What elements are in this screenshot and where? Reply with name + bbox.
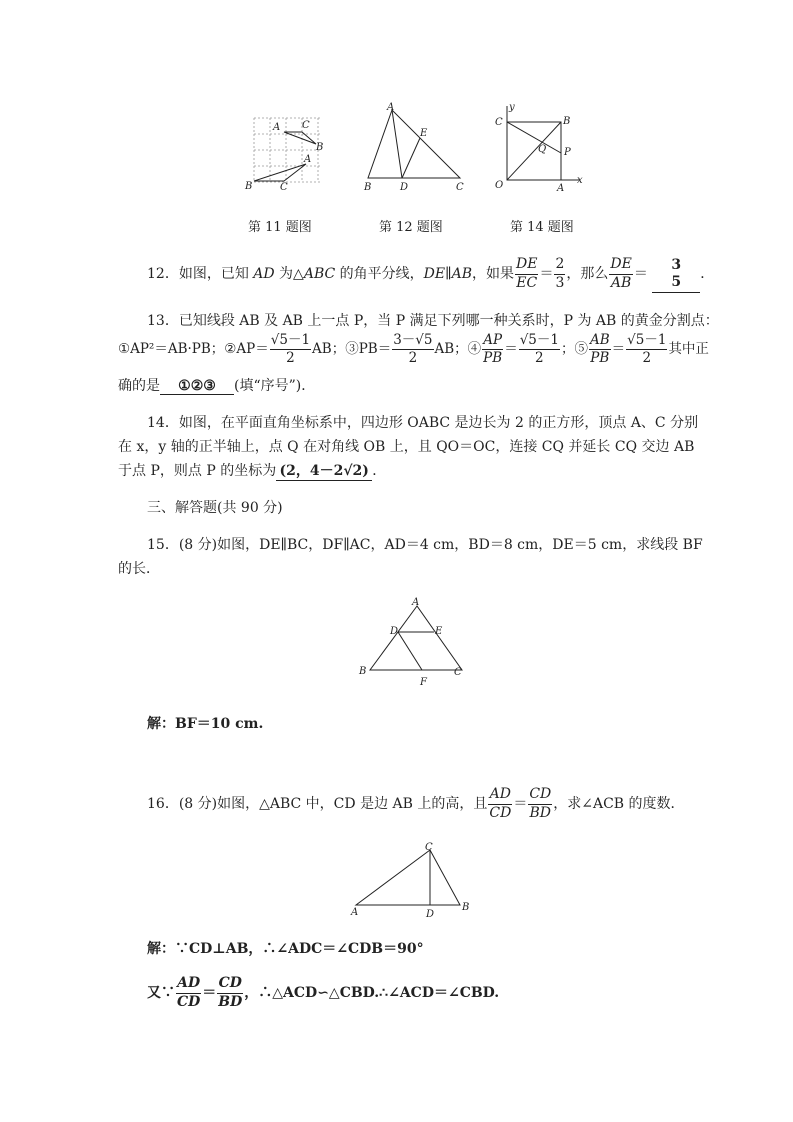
q15-line1: 15．(8 分)如图，DE∥BC，DF∥AC，AD＝4 cm，BD＝8 cm，DE＝5 cm，求线段 BF [147, 537, 703, 553]
q16-sol-f1-num: AD [176, 975, 201, 994]
q13-frac-ab-pb [589, 332, 611, 367]
q13-frac4-den: PB [483, 349, 503, 366]
caption-fig14: 第 14 题图 [510, 220, 574, 235]
q13-eq-b: ＝ [611, 340, 626, 357]
q16-post: ，求∠ACB 的度数． [553, 796, 685, 812]
q12-eq1: ＝ [539, 266, 554, 282]
q12-t2: 为△ [274, 266, 304, 282]
q13-frac4v-den: 2 [535, 349, 544, 366]
caption-fig12: 第 12 题图 [379, 220, 443, 235]
q14-line1: 14．如图，在平面直角坐标系中，四边形 OABC 是边长为 2 的正方形，顶点 A、C 分别 [147, 415, 699, 431]
q14-line3-prefix: 于点 P，则点 P 的坐标为 [118, 463, 277, 479]
q13-line1: 13．已知线段 AB 及 AB 上一点 P，当 P 满足下列哪一种关系时，P 为 AB 的黄金分割点： [147, 313, 719, 329]
q12-t5: DE [423, 266, 446, 282]
fig16-label-d: D [426, 909, 435, 920]
fig14-label-y: y [509, 102, 515, 113]
q16-sol-frac-1 [176, 975, 201, 1011]
fig15-label-c: C [454, 667, 462, 678]
question-12 [147, 256, 714, 293]
q13-line3-suffix: (填“序号”)． [234, 378, 316, 394]
q13-frac2-num: 3－√5 [393, 332, 433, 348]
fig12-label-b: B [364, 182, 372, 193]
q13-frac-1 [270, 332, 311, 367]
q16-f1-num: AD [488, 786, 512, 805]
q13-frac4v-num: √5－1 [519, 332, 559, 348]
q16-frac-ad-cd [488, 786, 512, 822]
q12-f3-den: AB [610, 274, 632, 291]
figure-12 [360, 102, 475, 194]
q12-f3-num: DE [609, 256, 632, 275]
q12-f2-den: 3 [555, 274, 565, 291]
fig11-label-a: A [304, 154, 312, 165]
q14-line3-suffix: ． [372, 463, 387, 479]
q15-line2: 的长． [118, 561, 160, 577]
q13-line3 [118, 375, 315, 395]
q13-frac1-den: 2 [286, 349, 295, 366]
section-heading-3: 三、解答题(共 90 分) [147, 500, 283, 516]
fig16-label-a: A [351, 907, 359, 918]
q16-sol-eq: ＝ [202, 985, 217, 1001]
question-16 [147, 786, 685, 822]
q13-opt5: ；⑤ [560, 340, 588, 357]
q12-answer-den: 5 [671, 274, 682, 290]
q16-eq: ＝ [513, 796, 528, 812]
q16-f1-den: CD [489, 804, 512, 821]
q12-t3: ABC [303, 266, 336, 282]
fig11-label-a1: A [273, 122, 281, 133]
q16-sol-f1-den: CD [177, 993, 201, 1010]
q13-frac-2 [392, 332, 433, 367]
q16-prefix: 16．(8 分)如图，△ABC 中，CD 是边 AB 上的高，且 [147, 796, 488, 812]
fig11-label-c: C [280, 182, 288, 192]
q13-opt1: ①AP²＝AB·PB；②AP＝ [118, 340, 269, 357]
q14-answer: (2，4－2√2) [276, 460, 372, 481]
fig15-label-f: F [420, 677, 427, 688]
q16-solution-line2 [147, 975, 499, 1011]
q12-f1-den: EC [516, 274, 538, 291]
figure-14 [487, 100, 587, 195]
q13-frac-5v [626, 332, 667, 367]
q12-answer [670, 257, 682, 292]
q12-end: ． [700, 266, 715, 282]
q13-frac5v-num: √5－1 [627, 332, 667, 348]
q13-frac5v-den: 2 [642, 349, 652, 366]
q16-sol-frac-2 [217, 975, 243, 1011]
fig11-label-b: B [245, 181, 253, 192]
q12-t6: ∥ [445, 266, 452, 282]
fig14-label-a: A [557, 183, 565, 194]
fig11-label-b1: B [316, 142, 324, 153]
fig12-label-a: A [387, 102, 395, 113]
fig16-label-b: B [462, 902, 470, 913]
q13-answer: ①②③ [160, 378, 234, 395]
q16-sol2-prefix: 又∵ [147, 985, 175, 1001]
fig14-label-q: Q [538, 144, 547, 155]
q13-frac2-den: 2 [408, 349, 418, 366]
q13-frac-ap-pb [482, 332, 503, 367]
q14-line2: 在 x，y 轴的正半轴上，点 Q 在对角线 OB 上，且 QO＝OC，连接 CQ 并延长 CQ 交边 AB [118, 439, 695, 455]
q16-sol-f2-num: CD [217, 975, 243, 994]
figure-15 [354, 594, 469, 690]
q13-opt2: AB；③PB＝ [312, 340, 392, 357]
fig15-label-e: E [435, 626, 443, 637]
q12-answer-num: 3 [671, 256, 682, 273]
q16-frac-cd-bd [528, 786, 552, 822]
figure-11 [240, 110, 330, 192]
q13-line3-prefix: 确的是 [118, 378, 160, 394]
q12-prefix: 12．如图，已知 [147, 266, 254, 282]
q13-frac5-num: AB [589, 332, 610, 348]
q13-frac-4v [519, 332, 560, 367]
fig14-label-c: C [495, 117, 503, 128]
q13-tail: 其中正 [668, 340, 709, 357]
q12-frac-de-ab [609, 256, 632, 292]
q12-answer-blank [652, 257, 700, 293]
fig14-label-b: B [563, 116, 571, 127]
q13-opt4: AB；④ [434, 340, 482, 357]
q12-t4: 的角平分线， [335, 266, 424, 282]
q12-frac-2-3 [554, 256, 565, 292]
q15-solution: 解：BF＝10 cm. [147, 716, 264, 732]
q14-line3 [118, 460, 386, 481]
q12-t9: ，那么 [566, 266, 609, 282]
q16-sol2-suffix: ，∴△ACD∽△CBD.∴∠ACD＝∠CBD. [244, 985, 500, 1001]
fig16-label-c: C [425, 842, 433, 853]
q13-line2 [118, 332, 709, 367]
q12-t8: ，如果 [471, 266, 514, 282]
fig11-label-c1: C [302, 120, 310, 131]
fig15-label-b: B [359, 666, 367, 677]
fig14-label-x: x [577, 175, 583, 186]
fig15-label-d: D [390, 626, 399, 637]
fig15-label-a: A [412, 597, 420, 608]
q16-solution-line1: 解：∵CD⊥AB，∴∠ADC＝∠CDB＝90° [147, 941, 424, 957]
caption-fig11: 第 11 题图 [248, 220, 312, 235]
q12-frac-de-ec [515, 256, 538, 292]
fig12-label-e: E [420, 128, 428, 139]
fig14-label-o: O [495, 180, 504, 191]
q13-frac4-num: AP [483, 332, 503, 348]
q12-t1: AD [253, 266, 275, 282]
q13-eq-a: ＝ [504, 340, 518, 357]
q12-f2-num: 2 [554, 256, 565, 275]
q16-f2-num: CD [528, 786, 552, 805]
q13-frac1-num: √5－1 [270, 332, 311, 348]
fig12-label-d: D [400, 182, 409, 193]
q12-f1-num: DE [515, 256, 538, 275]
fig12-label-c: C [456, 182, 464, 193]
fig14-label-p: P [564, 147, 571, 158]
q16-sol-f2-den: BD [218, 993, 243, 1010]
q12-eq2: ＝ [633, 266, 648, 282]
q13-frac5-den: PB [590, 349, 610, 366]
q12-t7: AB [451, 266, 472, 282]
figure-16 [344, 838, 474, 920]
q16-f2-den: BD [529, 804, 552, 821]
